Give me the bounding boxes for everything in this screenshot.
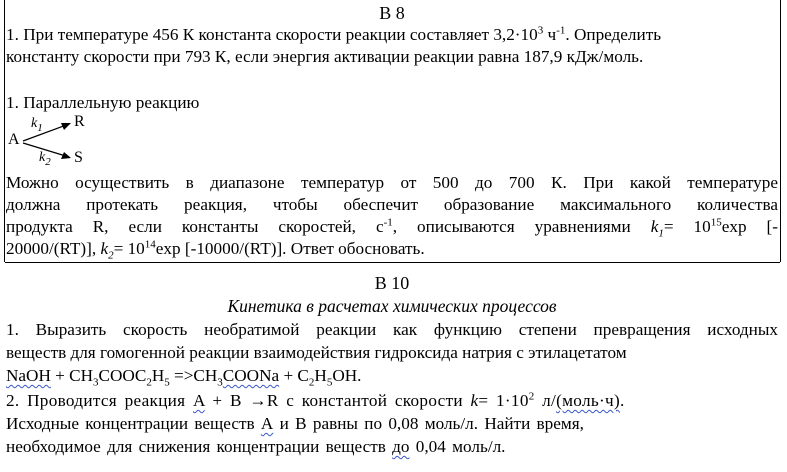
v8-task-2-text-f: = 10 xyxy=(113,239,145,258)
parallel-reaction-scheme xyxy=(6,112,96,168)
v8-k2-sub: 2 xyxy=(108,249,114,262)
scheme-k1: $k_1$ xyxy=(31,116,43,134)
eq-part-1: + CH xyxy=(50,366,94,385)
v10-task-2-text-do: до xyxy=(392,437,410,456)
v10-task-2-unit: (моль·ч) xyxy=(556,391,620,410)
v10-task-2-line-3 xyxy=(6,436,778,458)
v8-task-2-sup-b: 15 xyxy=(710,216,722,229)
variant-10-subtitle: Кинетика в расчетах химических процессов xyxy=(227,296,557,316)
v8-task-2-text-c: = 10 xyxy=(663,217,711,236)
v8-task-2-line-2: должна протекать реакция, чтобы обеспечит образование максимального количества xyxy=(6,195,778,214)
arrowhead-s xyxy=(61,152,71,159)
v8-task-2-line-4 xyxy=(6,238,778,260)
eq-sub-5: 2 xyxy=(308,376,315,389)
v10-task-2-text-f: . xyxy=(619,391,625,410)
eq-sub-6: 5 xyxy=(326,376,333,389)
v10-task-2-arrow: → xyxy=(249,391,267,410)
eq-part-5: H xyxy=(314,366,327,385)
v10-task-2-reactant-a2: А xyxy=(260,414,274,433)
section-divider xyxy=(5,262,780,263)
eq-coona: COONa xyxy=(222,366,280,385)
v10-task-1-line-2: веществ для гомогенной реакции взаимодействия гидроксида натрия с этилацетатом xyxy=(6,343,627,362)
v10-task-2-text-h: и B равны по 0,08 моль/л. Найти время, xyxy=(273,414,584,433)
scheme-reactant: A xyxy=(8,131,20,148)
v8-task-2-line-1: Можно осуществить в диапазоне температур от 500 до 700 К. При какой температуре xyxy=(6,173,778,192)
v10-task-1-equation xyxy=(6,365,778,387)
v8-task-1-sup-b: -1 xyxy=(556,24,566,37)
right-border xyxy=(780,0,781,262)
eq-naoh: NaOH xyxy=(6,366,51,385)
v8-task-1-text-b: ч xyxy=(543,25,557,44)
eq-sub-1: 3 xyxy=(93,376,99,389)
v8-k1-symbol: k xyxy=(650,217,659,236)
v10-task-2-reactant-a: A xyxy=(193,391,205,410)
scheme-product-s: S xyxy=(74,149,83,166)
v8-task-1-text-c: . Определить xyxy=(565,25,662,44)
v10-task-2-text-g: Исходные концентрации веществ xyxy=(6,414,261,433)
v8-task-1-sup-a: 3 xyxy=(537,24,544,37)
v8-task-2-sup-c: 14 xyxy=(144,238,156,251)
left-border xyxy=(4,0,5,262)
v10-task-2-text-d: = 1·10 xyxy=(478,391,529,410)
scheme-k2: $k_2$ xyxy=(39,150,51,168)
v10-task-2-line-1 xyxy=(6,390,778,412)
v8-task-2-text-g: exp [-10000/(RT)]. Ответ обосновать. xyxy=(155,239,425,258)
v10-task-2-text-c: R с константой скорости xyxy=(266,391,471,410)
v8-task-1-text-a: При температуре 456 К константа скорости реакции составляет 3,2·10 xyxy=(23,25,538,44)
eq-arrow: =>CH xyxy=(169,366,218,385)
arrow-to-r xyxy=(23,124,69,141)
arrowhead-r xyxy=(61,123,71,130)
scheme-product-r: R xyxy=(74,113,85,130)
v8-task-1-line-1 xyxy=(6,24,778,46)
v10-task-2-text-j: 0,04 моль/л. xyxy=(409,437,506,456)
v8-task-1-line-2: константу скорости при 793 К, если энергия активации реакции равна 187,9 кДж/моль. xyxy=(6,47,644,66)
v8-k2-symbol: k xyxy=(100,239,109,258)
v10-task-2-text-a: 2. Проводится реакция xyxy=(6,391,193,410)
v8-task-2-text-d: exp [- xyxy=(721,217,778,236)
v10-task-2-line-2 xyxy=(6,413,778,435)
v10-task-2-text-i: необходимое для снижения концентрации веществ xyxy=(6,437,393,456)
v10-k-symbol: k xyxy=(470,391,479,410)
v8-task-2-heading: 1. Параллельную реакцию xyxy=(6,93,200,112)
variant-10-title: В 10 xyxy=(374,273,410,293)
v10-task-2-text-e: л/ xyxy=(534,391,557,410)
eq-sub-4: 3 xyxy=(217,376,223,389)
variant-8-title: В 8 xyxy=(379,3,405,23)
eq-part-3: H xyxy=(151,366,165,385)
v8-task-2-line-3 xyxy=(6,216,778,238)
v10-task-2-sup: 2 xyxy=(528,390,535,403)
v8-task-2-text-a: продукта R, если константы скоростей, с xyxy=(6,217,384,236)
v8-k1-sub: 1 xyxy=(658,227,664,238)
v8-task-2-text-b: , описываются уравнениями xyxy=(392,217,651,236)
v10-task-1-line-1: 1. Выразить скорость необратимой реакции как функцию степени превращения исходных xyxy=(6,320,778,339)
v8-task-2-sup-a: -1 xyxy=(383,216,393,229)
v8-task-2-text-e: 20000/(RT)], xyxy=(6,239,101,258)
v8-task-1-number: 1. xyxy=(6,25,19,44)
eq-part-6: OH. xyxy=(332,366,362,385)
v10-task-2-text-b: + B xyxy=(204,391,250,410)
eq-sub-2: 2 xyxy=(146,376,152,389)
eq-part-2: COOC xyxy=(98,366,147,385)
eq-part-4: + C xyxy=(279,366,309,385)
eq-sub-3: 5 xyxy=(164,376,170,389)
